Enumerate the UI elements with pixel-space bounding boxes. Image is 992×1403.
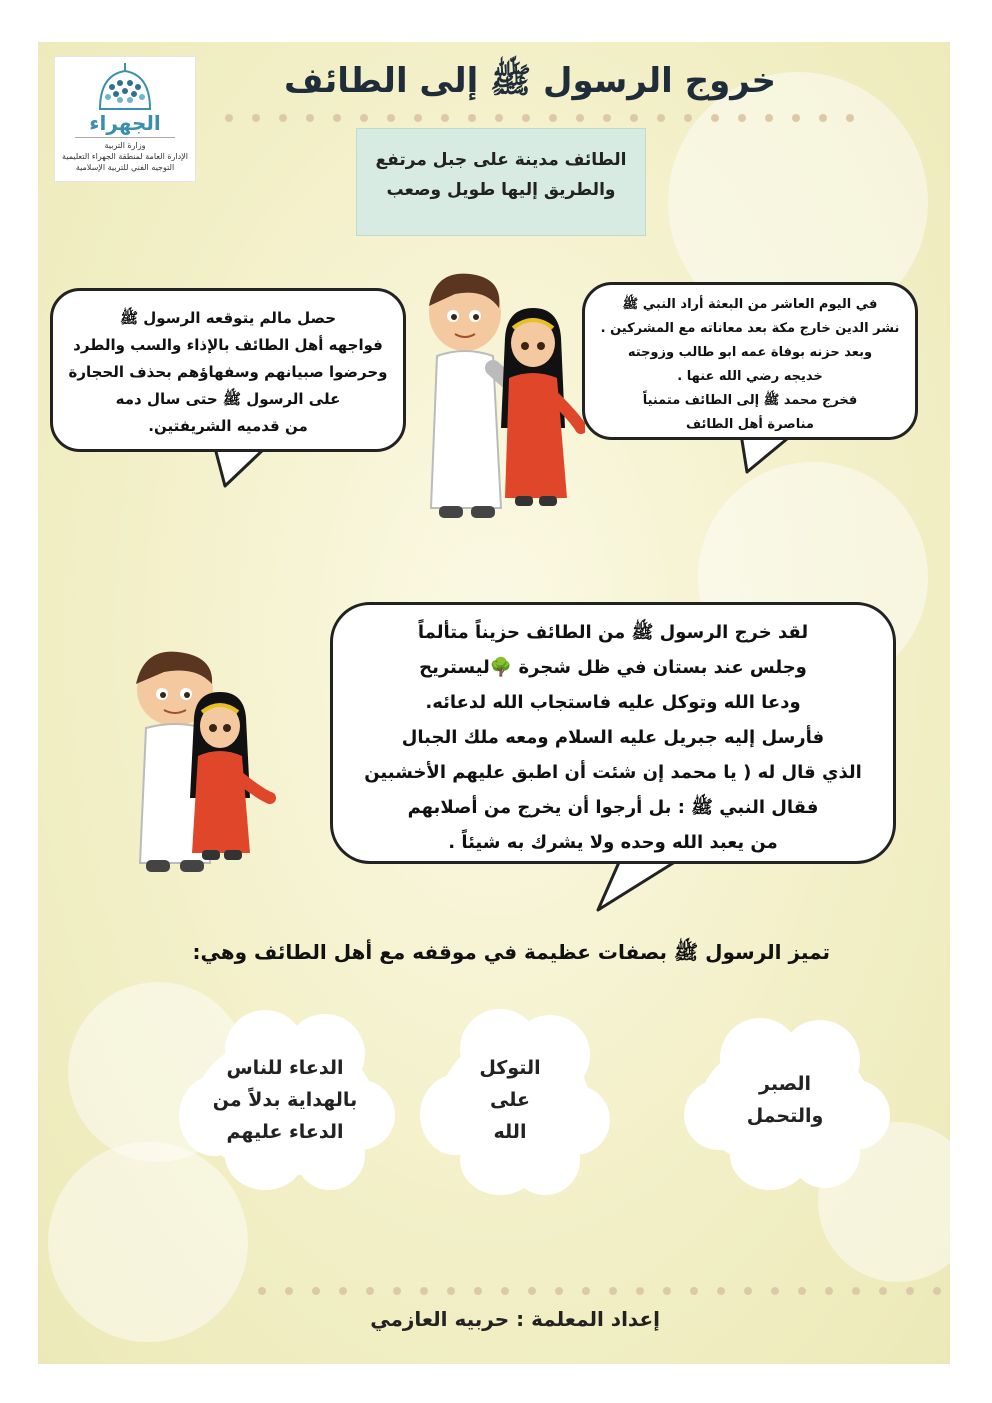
speech-bubble-center [330, 602, 896, 864]
dot-divider-dot [252, 114, 260, 122]
dot-divider-dot [420, 1287, 428, 1295]
bubble-right-line: خديجه رضي الله عنها . [677, 369, 823, 384]
dot-divider-dot [339, 1287, 347, 1295]
bubble-right-line: فخرج محمد ﷺ إلى الطائف متمنياً [642, 393, 858, 408]
dot-divider-dot [528, 1287, 536, 1295]
dot-divider-dot [738, 114, 746, 122]
dot-divider-dot [360, 114, 368, 122]
dot-divider-dot [906, 1287, 914, 1295]
dot-divider-dot [279, 114, 287, 122]
logo-divider [75, 137, 175, 138]
dot-divider-dot [495, 114, 503, 122]
bubble-right-line: وبعد حزنه بوفاة عمه ابو طالب وزوجته [627, 345, 873, 360]
speech-bubble-right [582, 282, 918, 440]
intro-line-2: والطريق إليها طويل وصعب [386, 180, 616, 200]
dot-divider-dot [258, 1287, 266, 1295]
speech-bubble-left [50, 288, 406, 452]
logo-line-2: الإدارة العامة لمنطقة الجهراء التعليمية [62, 152, 188, 161]
dot-divider-dot [630, 114, 638, 122]
bubble-center-line: وجلس عند بستان في ظل شجرة 🌳ليستريح [419, 657, 807, 678]
logo-line-1: وزارة التربية [104, 141, 146, 150]
quality-line: على [490, 1089, 530, 1111]
page-title: خروج الرسول ﷺ إلى الطائف [284, 61, 776, 101]
dot-divider-dot [474, 1287, 482, 1295]
dot-divider-dot [609, 1287, 617, 1295]
intro-box [356, 128, 646, 236]
dot-divider-dot [771, 1287, 779, 1295]
dot-divider-dot [933, 1287, 941, 1295]
bubble-center-line: لقد خرج الرسول ﷺ من الطائف حزيناً متألماً [417, 622, 809, 643]
quality-cloud-patience [680, 1000, 890, 1200]
bubble-tail-center [590, 858, 690, 914]
intro-line-1: الطائف مدينة على جبل مرتفع [375, 150, 627, 170]
dot-divider-dot [501, 1287, 509, 1295]
dot-divider-dot [333, 114, 341, 122]
dot-divider-dot [414, 114, 422, 122]
dot-divider-dot [306, 114, 314, 122]
bubble-center-line: ودعا الله وتوكل عليه فاستجاب الله لدعائه. [425, 692, 801, 713]
quality-cloud-supplication [175, 1000, 395, 1200]
dot-divider-dot [819, 114, 827, 122]
bubble-left-line: حصل مالم يتوقعه الرسول ﷺ [119, 309, 337, 327]
dot-divider-dot [549, 114, 557, 122]
bubble-center-line: الذي قال له ( يا محمد إن شئت أن اطبق عليهم الأخشبين [364, 762, 862, 783]
dot-divider-bottom [258, 1287, 941, 1295]
dot-divider-dot [393, 1287, 401, 1295]
quality-line: والتحمل [746, 1105, 824, 1127]
dot-divider-dot [690, 1287, 698, 1295]
dot-divider-dot [663, 1287, 671, 1295]
dot-divider-dot [765, 114, 773, 122]
bubble-center-line: فقال النبي ﷺ : بل أرجوا أن يخرج من أصلابهم [407, 797, 819, 818]
bubble-right-line: مناصرة أهل الطائف [686, 417, 814, 432]
dot-divider-dot [468, 114, 476, 122]
children-illustration-icon [415, 268, 585, 528]
dot-divider-dot [387, 114, 395, 122]
logo-brand-text: الجهراء [89, 111, 161, 135]
bubble-left-line: وحرضوا صبيانهم وسفهاؤهم بحذف الحجارة [68, 363, 388, 381]
dot-divider-dot [846, 114, 854, 122]
dot-divider-dot [447, 1287, 455, 1295]
dot-divider-dot [555, 1287, 563, 1295]
bubble-right-line: في اليوم العاشر من البعثة أراد النبي ﷺ [622, 297, 878, 312]
quality-line: الصبر [759, 1073, 811, 1095]
bubble-right-line: نشر الدين خارج مكة بعد معاناته مع المشركين . [600, 321, 900, 336]
dot-divider-dot [285, 1287, 293, 1295]
bubble-center-line: من يعبد الله وحده ولا يشرك به شيئاً . [448, 832, 778, 853]
quality-line: التوكل [479, 1057, 541, 1079]
dot-divider-dot [576, 114, 584, 122]
bubble-left-line: على الرسول ﷺ حتى سال دمه [115, 390, 341, 408]
bubble-left-line: فواجهه أهل الطائف بالإذاء والسب والطرد [73, 336, 383, 354]
dot-divider-dot [582, 1287, 590, 1295]
dot-divider-top [225, 114, 854, 122]
qualities-heading: تميز الرسول ﷺ بصفات عظيمة في موقفه مع أهل الطائف وهي: [192, 940, 830, 964]
bubble-left-line: من قدميه الشريفتين. [148, 417, 308, 435]
dot-divider-dot [366, 1287, 374, 1295]
dot-divider-dot [717, 1287, 725, 1295]
dot-divider-dot [825, 1287, 833, 1295]
author-credit: إعداد المعلمة : حربيه العازمي [370, 1307, 660, 1331]
dot-divider-dot [312, 1287, 320, 1295]
dot-divider-dot [636, 1287, 644, 1295]
ministry-logo [54, 56, 196, 182]
dot-divider-dot [879, 1287, 887, 1295]
dot-divider-dot [522, 114, 530, 122]
logo-line-3: التوجيه الفني للتربية الإسلامية [75, 163, 175, 172]
dot-divider-dot [744, 1287, 752, 1295]
quality-line: الله [493, 1121, 527, 1143]
dot-divider-dot [711, 114, 719, 122]
dot-divider-dot [225, 114, 233, 122]
quality-cloud-reliance [410, 995, 610, 1205]
dot-divider-dot [657, 114, 665, 122]
dot-divider-dot [792, 114, 800, 122]
dot-divider-dot [798, 1287, 806, 1295]
dot-divider-dot [684, 114, 692, 122]
quality-line: بالهداية بدلاً من [212, 1089, 358, 1111]
dot-divider-dot [441, 114, 449, 122]
quality-line: الدعاء للناس [226, 1057, 344, 1079]
children-illustration-icon [120, 648, 290, 878]
bubble-tail-left [205, 446, 275, 488]
mosque-dome-icon [90, 61, 160, 113]
quality-line: الدعاء عليهم [226, 1121, 344, 1143]
dot-divider-dot [603, 114, 611, 122]
bubble-center-line: فأرسل إليه جبريل عليه السلام ومعه ملك الجبال [401, 727, 825, 748]
dot-divider-dot [852, 1287, 860, 1295]
